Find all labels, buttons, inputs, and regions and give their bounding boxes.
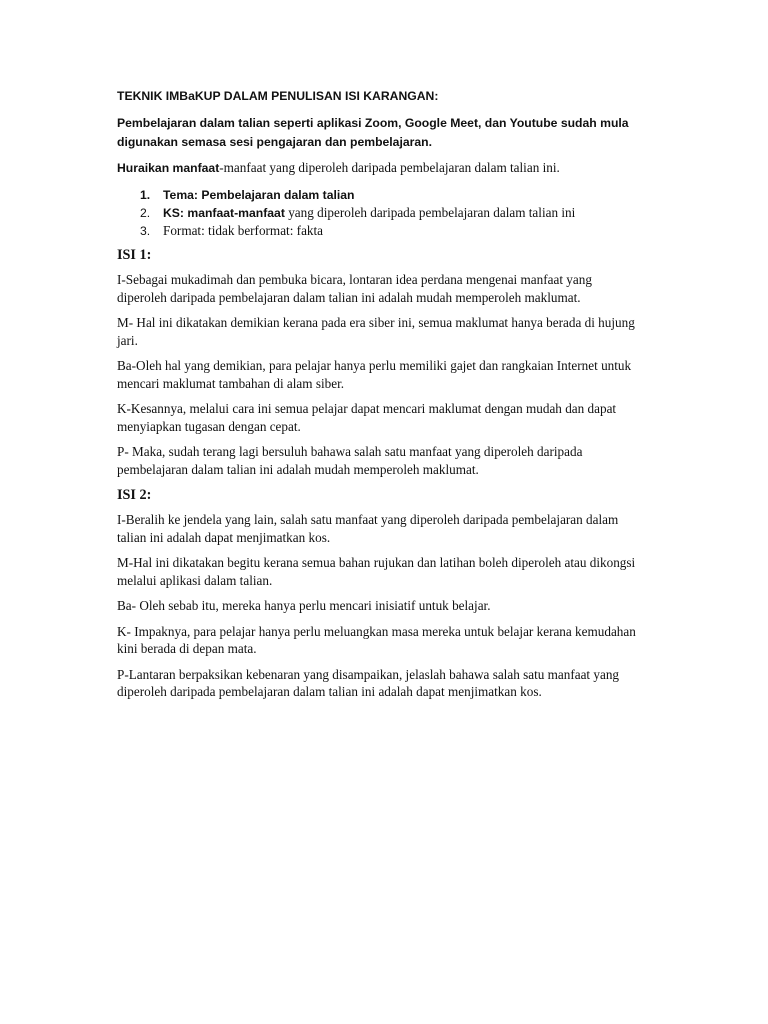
list-item-text: Format: tidak berformat: fakta [163, 223, 324, 238]
isi-1-paragraph: M- Hal ini dikatakan demikian kerana pada era siber ini, semua maklumat hanya berada di hujung jari. [117, 315, 635, 348]
isi-2-paragraph: I-Beralih ke jendela yang lain, salah satu manfaat yang diperoleh daripada pembelajaran dalam talian ini adalah dapat menjimatkan kos. [117, 512, 619, 545]
question-rest: -manfaat yang diperoleh daripada pembelajaran dalam talian ini. [219, 160, 560, 175]
document-page [117, 88, 637, 709]
guide-list [117, 186, 637, 240]
isi-2-heading: ISI 2: [117, 487, 152, 503]
isi-2-paragraph: P-Lantaran berpaksikan kebenaran yang disampaikan, jelaslah bahawa salah satu manfaat yang diperoleh daripada pembelajaran dalam talian ini adalah dapat menjimatkan kos. [117, 666, 620, 699]
isi-2-paragraph: Ba- Oleh sebab itu, mereka hanya perlu mencari inisiatif untuk belajar. [117, 598, 491, 613]
intro-paragraph: Pembelajaran dalam talian seperti aplikasi Zoom, Google Meet, dan Youtube sudah mula digunakan semasa sesi pengajaran dan pembelajaran. [117, 116, 629, 149]
question-lead: Huraikan manfaat [117, 161, 220, 175]
list-item [117, 186, 637, 204]
isi-1-heading: ISI 1: [117, 247, 152, 263]
list-item-bold: KS: manfaat-manfaat [163, 206, 285, 220]
isi-2-paragraph: M-Hal ini dikatakan begitu kerana semua bahan rujukan dan latihan boleh diperoleh atau dikongsi melalui aplikasi dalam talian. [117, 555, 636, 588]
list-number: 2. [140, 206, 151, 220]
isi-1-paragraph: P- Maka, sudah terang lagi bersuluh bahawa salah satu manfaat yang diperoleh daripada pembelajaran dalam talian ini adalah mudah memperoleh maklumat. [117, 444, 583, 477]
question-line [117, 159, 637, 177]
document-title: TEKNIK IMBaKUP DALAM PENULISAN ISI KARANGAN: [117, 89, 439, 103]
list-number: 1. [140, 188, 151, 202]
isi-1-paragraph: I-Sebagai mukadimah dan pembuka bicara, lontaran idea perdana mengenai manfaat yang diperoleh daripada pembelajaran dalam talian ini adalah mudah memperoleh maklumat. [117, 272, 592, 305]
isi-2-paragraph: K- Impaknya, para pelajar hanya perlu meluangkan masa mereka untuk belajar kerana kemudahan kini berada di depan mata. [117, 623, 636, 656]
isi-1-paragraph: K-Kesannya, melalui cara ini semua pelajar dapat mencari maklumat dengan mudah dan dapat menyiapkan tugasan dengan cepat. [117, 401, 617, 434]
list-item [117, 222, 637, 240]
list-number: 3. [140, 224, 151, 238]
list-item-text: yang diperoleh daripada pembelajaran dalam talian ini [284, 205, 576, 220]
list-item [117, 204, 637, 222]
list-item-bold: Tema: Pembelajaran dalam talian [163, 188, 355, 202]
isi-1-paragraph: Ba-Oleh hal yang demikian, para pelajar hanya perlu memiliki gajet dan rangkaian Internet untuk mencari maklumat tambahan di alam siber. [117, 358, 632, 391]
